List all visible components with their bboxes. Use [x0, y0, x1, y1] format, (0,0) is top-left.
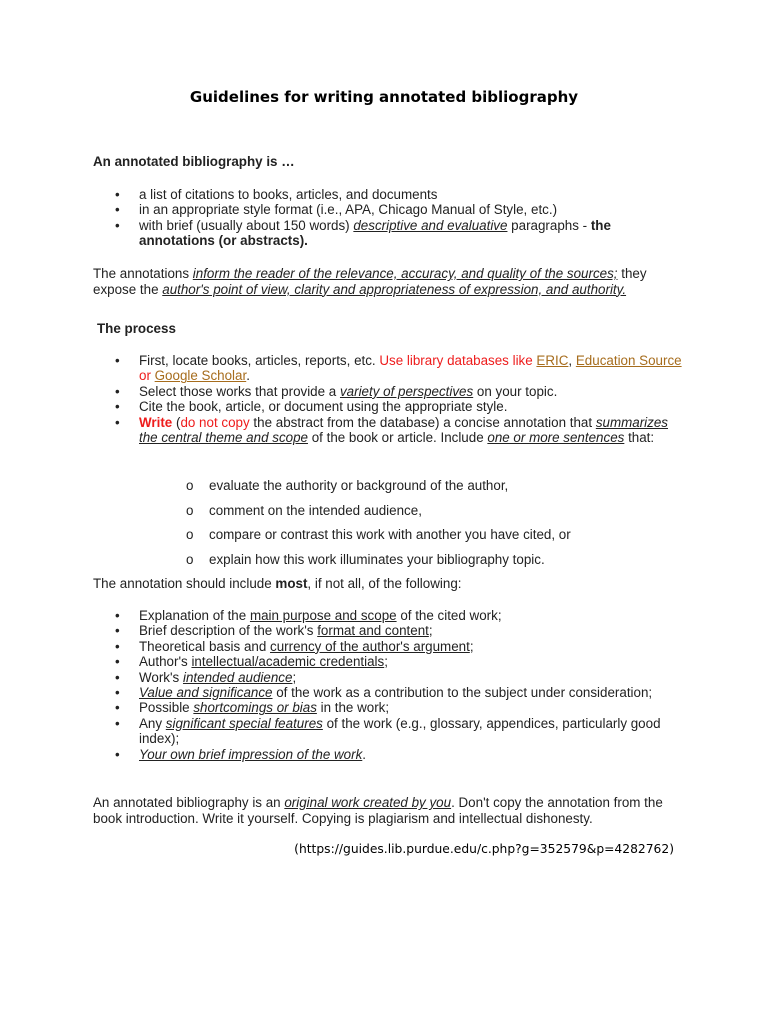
- closing-paragraph: An annotated bibliography is an original work created by you. Don't copy the annotation from the book introduction. Write it yourself. Copying is plagiarism and intellectual dishonesty.: [93, 795, 663, 826]
- list-item: • with brief (usually about 150 words) descriptive and evaluative paragraphs - the annotations (or abstracts).: [93, 218, 683, 249]
- include-list: [93, 608, 683, 762]
- education-source-link[interactable]: Education Source: [575, 353, 682, 368]
- list-item: • in an appropriate style format (i.e., APA, Chicago Manual of Style, etc.): [93, 202, 683, 217]
- list-item: • Brief description of the work's format and content;: [93, 623, 683, 638]
- intro-list: [93, 187, 683, 249]
- list-item: • First, locate books, articles, reports, etc. Use library databases like ERIC, Education Source or Google Scholar.: [93, 353, 683, 384]
- process-list: [93, 353, 683, 445]
- list-item: • Explanation of the main purpose and scope of the cited work;: [93, 608, 683, 623]
- list-item: o comment on the intended audience,: [186, 503, 571, 519]
- include-paragraph: The annotation should include most, if not all, of the following:: [93, 576, 462, 591]
- process-sublist: [186, 478, 571, 576]
- source-citation: (https://guides.lib.purdue.edu/c.php?g=352579&p=4282762): [294, 842, 674, 856]
- list-item: • Theoretical basis and currency of the author's argument;: [93, 639, 683, 654]
- list-item: • Author's intellectual/academic credentials;: [93, 654, 683, 669]
- list-item: • Cite the book, article, or document using the appropriate style.: [93, 399, 683, 414]
- list-item: o explain how this work illuminates your bibliography topic.: [186, 552, 571, 568]
- list-item: • Write (do not copy the abstract from the database) a concise annotation that summarizes the central theme and scope of the book or article. Include one or more sentences that:: [93, 415, 683, 446]
- list-item: • a list of citations to books, articles, and documents: [93, 187, 683, 202]
- document-title: Guidelines for writing annotated bibliography: [189, 88, 579, 106]
- intro-heading: An annotated bibliography is …: [93, 154, 295, 169]
- list-item: • Work's intended audience;: [93, 670, 683, 685]
- list-item: • Select those works that provide a variety of perspectives on your topic.: [93, 384, 683, 399]
- google-scholar-link[interactable]: Google Scholar: [154, 368, 247, 384]
- list-item: • Possible shortcomings or bias in the work;: [93, 700, 683, 715]
- eric-link[interactable]: ERIC: [536, 353, 569, 368]
- list-item: o compare or contrast this work with another you have cited, or: [186, 527, 571, 543]
- list-item: • Value and significance of the work as a contribution to the subject under consideration;: [93, 685, 683, 700]
- process-heading: The process: [97, 321, 176, 336]
- annotations-paragraph: The annotations inform the reader of the relevance, accuracy, and quality of the sources; they expose the author's point of view, clarity and appropriateness of expression, and authority.: [93, 266, 647, 297]
- list-item: o evaluate the authority or background of the author,: [186, 478, 571, 494]
- list-item: • Your own brief impression of the work.: [93, 747, 683, 762]
- list-item: • Any significant special features of the work (e.g., glossary, appendices, particularly good index);: [93, 716, 683, 747]
